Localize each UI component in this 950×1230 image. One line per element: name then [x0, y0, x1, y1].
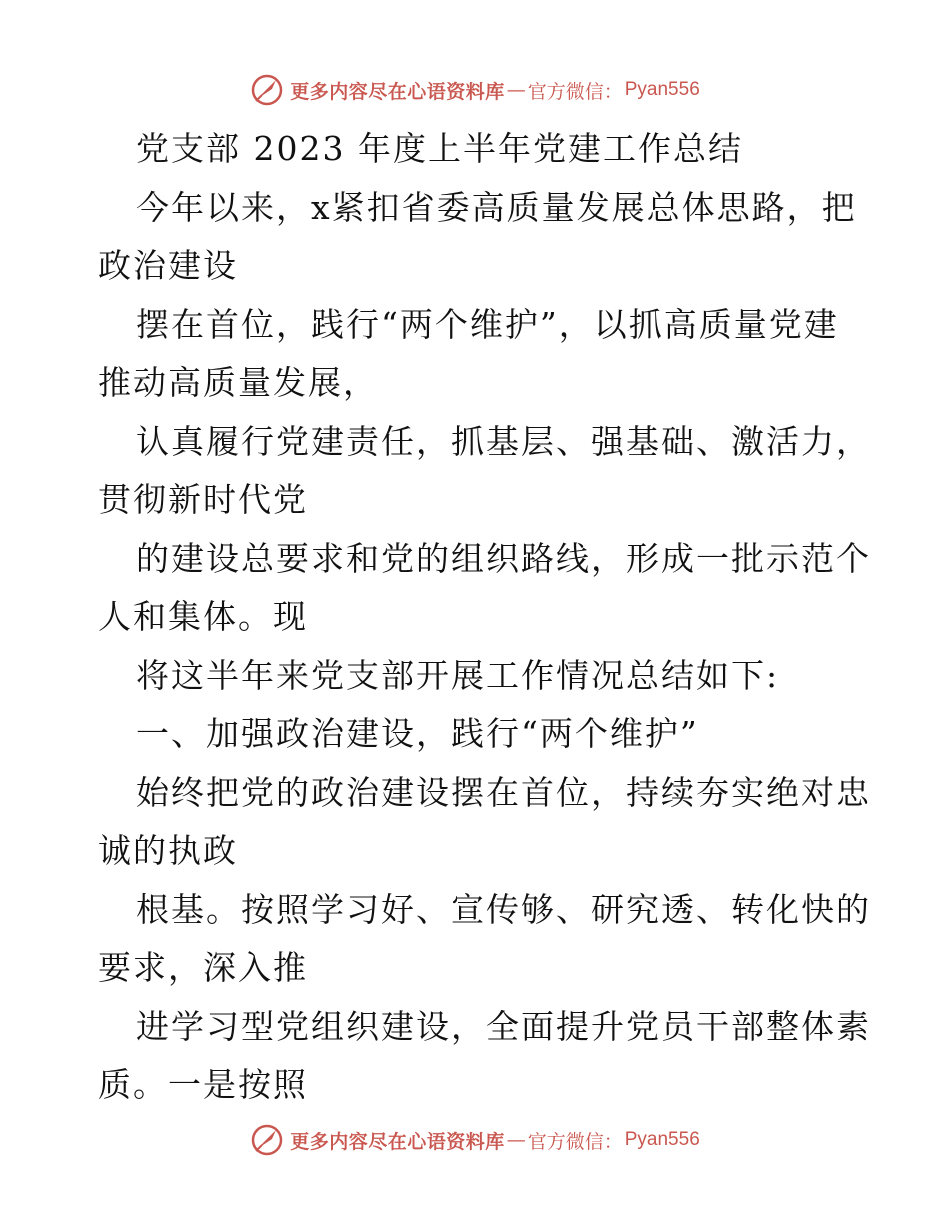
- quill-logo-icon: [250, 1123, 284, 1157]
- footer-banner: [0, 1120, 950, 1160]
- banner-text: 更多内容尽在心语资料库: [290, 80, 505, 103]
- text-line: 的建设总要求和党的组织路线，形成一批示范个: [136, 538, 871, 578]
- banner-separator: —: [506, 1129, 526, 1151]
- text-line: 质。一是按照: [98, 1065, 308, 1104]
- text-line: 推动高质量发展，: [98, 363, 378, 402]
- document-body: [98, 120, 871, 1115]
- text-line: 始终把党的政治建设摆在首位，持续夯实绝对忠: [136, 772, 871, 812]
- banner-separator: —: [506, 79, 526, 101]
- banner-wechat-label: 官方微信：: [527, 1130, 623, 1153]
- text-line: 将这半年来党支部开展工作情况总结如下:: [136, 655, 780, 695]
- quill-logo-icon: [250, 73, 284, 107]
- banner-wechat-id: Pyan556: [624, 79, 700, 100]
- text-line: 党支部 2023 年度上半年党建工作总结: [136, 129, 743, 168]
- header-banner: [0, 70, 950, 110]
- text-line: 要求，深入推: [98, 948, 308, 987]
- text-line: 政治建设: [98, 246, 238, 285]
- text-line: 认真履行党建责任，抓基层、强基础、激活力，: [136, 421, 871, 461]
- text-line: 根基。按照学习好、宣传够、研究透、转化快的: [136, 889, 871, 929]
- text-line: 进学习型党组织建设，全面提升党员干部整体素: [136, 1006, 871, 1046]
- text-line: 一、加强政治建设，践行“两个维护”: [136, 714, 699, 753]
- text-line: 贯彻新时代党: [98, 480, 308, 519]
- banner-wechat-id: Pyan556: [624, 1129, 700, 1150]
- banner-text: 更多内容尽在心语资料库: [290, 1130, 505, 1153]
- text-line: 摆在首位，践行“两个维护”，以抓高质量党建: [136, 304, 839, 344]
- banner-wechat-label: 官方微信：: [527, 80, 623, 103]
- text-line: 人和集体。现: [98, 597, 308, 636]
- text-line: 诚的执政: [98, 831, 238, 870]
- text-line: 今年以来，x紧扣省委高质量发展总体思路，把: [136, 187, 857, 227]
